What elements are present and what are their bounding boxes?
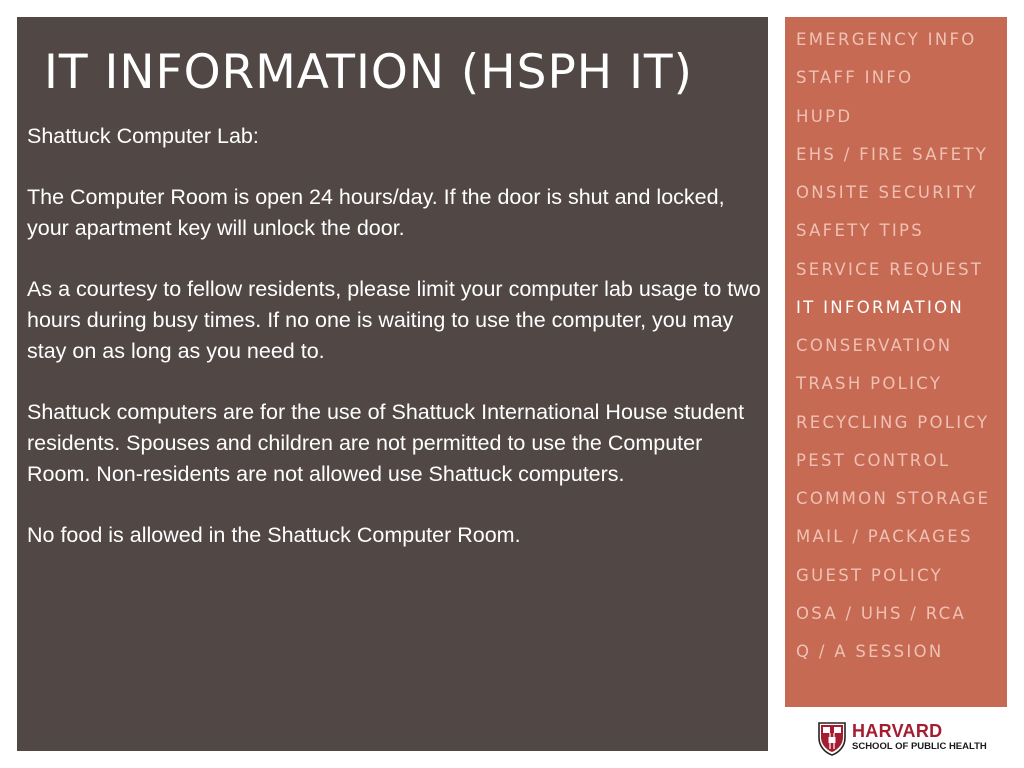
sidebar-item-safety-tips[interactable]: SAFETY TIPS bbox=[796, 221, 925, 240]
paragraph-hours: The Computer Room is open 24 hours/day. If the door is shut and locked, your apartment key will unlock the door. bbox=[27, 185, 725, 240]
sidebar-item-hupd[interactable]: HUPD bbox=[796, 107, 853, 126]
sidebar-item-it-information[interactable]: IT INFORMATION bbox=[796, 298, 965, 317]
sidebar-item-service-request[interactable]: SERVICE REQUEST bbox=[796, 260, 984, 279]
logo-subtitle: SCHOOL OF PUBLIC HEALTH bbox=[852, 741, 987, 752]
sidebar-item-conservation[interactable]: CONSERVATION bbox=[796, 336, 953, 355]
sidebar-item-recycling-policy[interactable]: RECYCLING POLICY bbox=[796, 413, 990, 432]
sidebar-item-trash-policy[interactable]: TRASH POLICY bbox=[796, 374, 943, 393]
logo-name: HARVARD bbox=[852, 721, 943, 741]
main-content-panel bbox=[17, 17, 768, 751]
sidebar-item-staff-info[interactable]: STAFF INFO bbox=[796, 68, 914, 87]
content-body bbox=[27, 121, 762, 581]
sidebar-item-osa-uhs-rca[interactable]: OSA / UHS / RCA bbox=[796, 604, 967, 623]
paragraph-usage-limit: As a courtesy to fellow residents, please limit your computer lab usage to two hours during busy times. If no one is waiting to use the computer, you may stay on as long as you need to. bbox=[27, 277, 761, 363]
sidebar-item-common-storage[interactable]: COMMON STORAGE bbox=[796, 489, 991, 508]
harvard-logo bbox=[818, 722, 998, 758]
paragraph-lab-heading: Shattuck Computer Lab: bbox=[27, 124, 259, 148]
sidebar-item-guest-policy[interactable]: GUEST POLICY bbox=[796, 566, 943, 585]
sidebar-nav bbox=[785, 17, 1007, 707]
sidebar-item-onsite-security[interactable]: ONSITE SECURITY bbox=[796, 183, 978, 202]
page-title: IT INFORMATION (HSPH IT) bbox=[44, 45, 693, 100]
sidebar-item-emergency-info[interactable]: EMERGENCY INFO bbox=[796, 30, 977, 49]
paragraph-eligibility: Shattuck computers are for the use of Shattuck International House student residents. Spouses and children are not permitted to use the Computer Room. Non-residents are not allowed use Shattuck computers. bbox=[27, 400, 745, 486]
paragraph-no-food: No food is allowed in the Shattuck Computer Room. bbox=[27, 523, 521, 547]
harvard-shield-icon bbox=[818, 722, 846, 756]
sidebar-item-mail-packages[interactable]: MAIL / PACKAGES bbox=[796, 527, 973, 546]
sidebar-item-pest-control[interactable]: PEST CONTROL bbox=[796, 451, 951, 470]
sidebar-item-qa-session[interactable]: Q / A SESSION bbox=[796, 642, 944, 661]
sidebar-item-ehs-fire-safety[interactable]: EHS / FIRE SAFETY bbox=[796, 145, 989, 164]
